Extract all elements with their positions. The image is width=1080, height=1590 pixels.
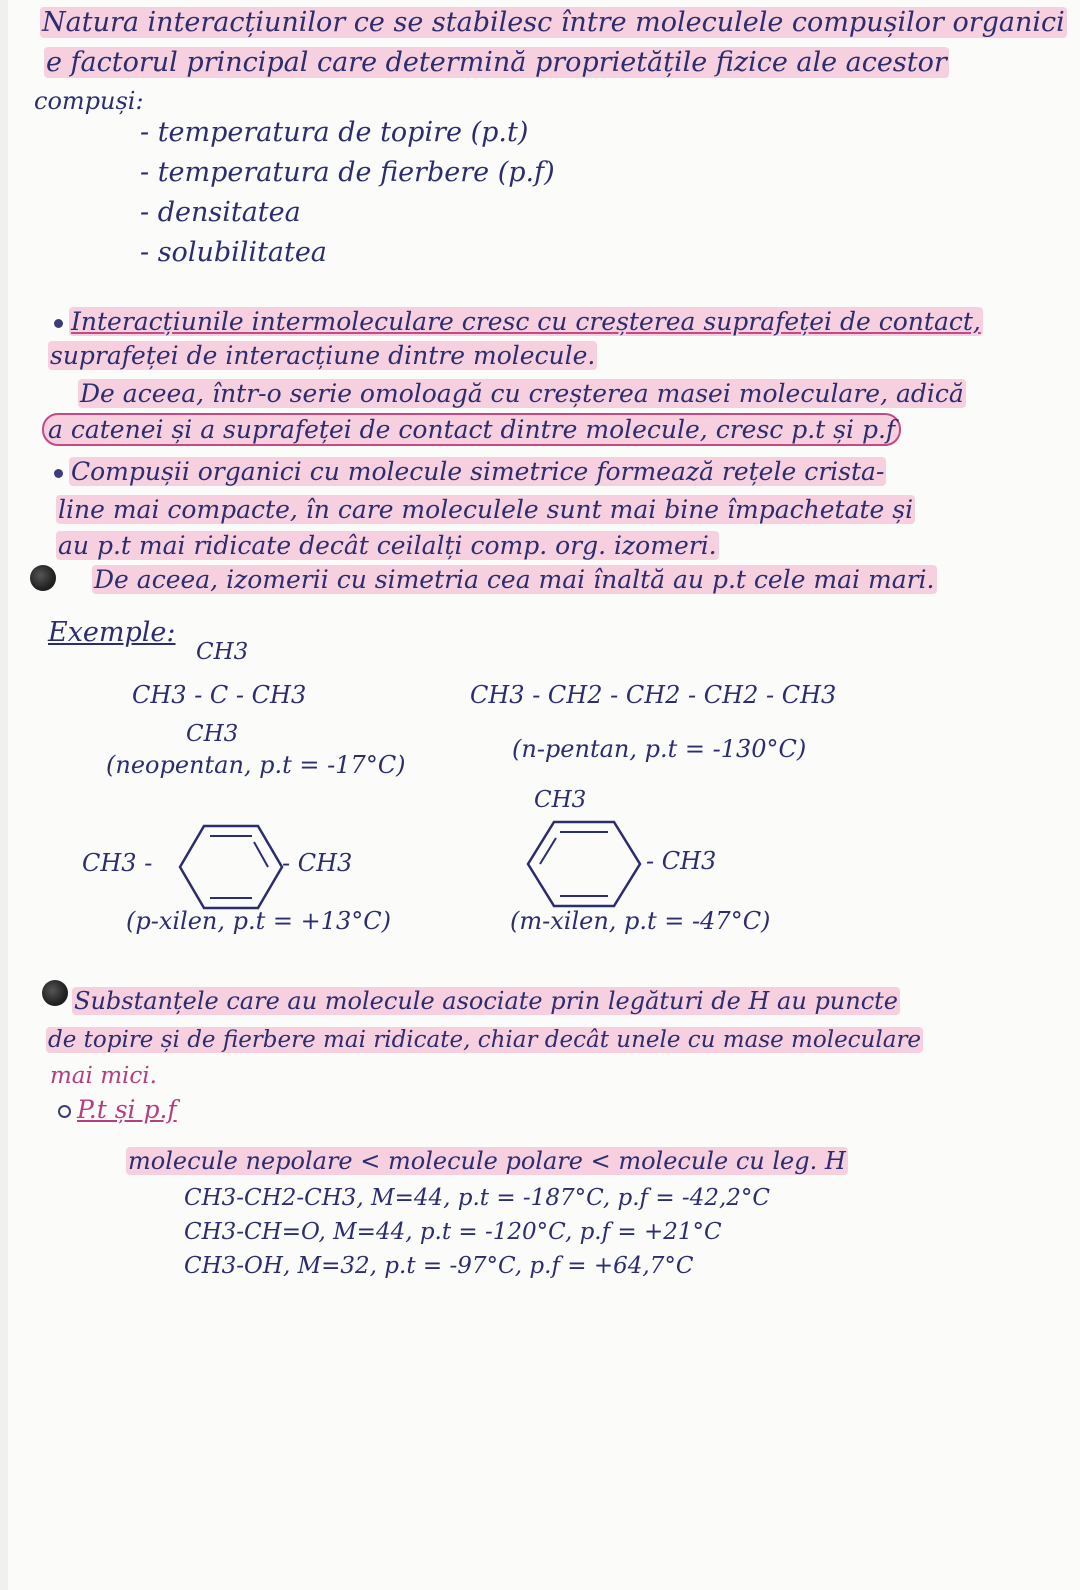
mxylene-right: - CH3 [646,847,717,875]
bullet-icon [54,469,63,478]
comparison-order [126,1146,848,1176]
mxylene-top: CH3 [534,787,587,813]
bullet-icon [54,319,63,328]
para2-line-4-text: De aceea, izomerii cu simetria cea mai înaltă au p.t cele mai mari. [94,565,935,594]
para1-line-3 [78,378,966,409]
property-boiling-point: - temperatura de fierbere (p.f) [140,157,555,188]
comparison-heading [58,1094,177,1125]
para2-line-3 [56,530,719,561]
npentane-caption: (n-pentan, p.t = -130°C) [512,735,807,763]
benzene-ring-icon [176,822,286,912]
para2-line-2 [56,494,915,525]
para3-line-1-text: Substanțele care au molecule asociate prin legături de H au puncte [74,987,899,1015]
comparison-row-acetaldehyde: CH3-CH=O, M=44, p.t = -120°C, p.f = +21°C [184,1219,722,1245]
comparison-row-propane: CH3-CH2-CH3, M=44, p.t = -187°C, p.f = -42,2°C [184,1185,771,1211]
neopentane-top: CH3 [196,639,249,665]
hole-punch-2 [42,980,68,1006]
neopentane-caption: (neopentan, p.t = -17°C) [106,751,406,779]
pxylene-right: - CH3 [282,849,353,877]
npentane-formula: CH3 - CH2 - CH2 - CH2 - CH3 [470,681,837,709]
intro-line-3: compuși: [34,87,144,115]
intro-line-2-text: e factorul principal care determină proprietățile fizice ale acestor [46,47,947,78]
intro-line-2 [44,46,949,80]
property-solubility: - solubilitatea [140,237,327,268]
para1-line-2-text: suprafeței de interacțiune dintre molecule. [50,341,596,370]
benzene-ring-icon [524,818,644,910]
para1-line-1 [54,306,983,337]
para3-line-1 [72,986,900,1016]
para1-line-4-text: a catenei și a suprafeței de contact dintre molecule, cresc p.t și p.f [42,413,901,446]
para1-line-1-text: Interacțiunile intermoleculare cresc cu creșterea suprafeței de contact, [71,307,981,336]
hole-punch-1 [30,565,56,591]
mxylene-caption: (m-xilen, p.t = -47°C) [510,907,771,935]
para2-line-2-text: line mai compacte, în care moleculele sunt mai bine împachetate și [58,495,914,524]
para3-line-3: mai mici. [50,1063,157,1089]
para2-line-3-text: au p.t mai ridicate decât ceilalți comp. org. izomeri. [58,531,717,560]
para3-line-2 [46,1026,923,1055]
para2-line-4 [92,564,937,595]
comparison-heading-text: P.t și p.f [77,1095,177,1124]
comparison-row-methanol: CH3-OH, M=32, p.t = -97°C, p.f = +64,7°C [184,1253,694,1279]
comparison-order-text: molecule nepolare < molecule polare < molecule cu leg. H [128,1147,846,1175]
neopentane-bottom: CH3 [186,721,239,747]
intro-line-1-text: Natura interacțiunilor ce se stabilesc între moleculele compușilor organici [42,7,1065,38]
para3-line-2-text: de topire și de fierbere mai ridicate, chiar decât unele cu mase moleculare [48,1027,922,1053]
para1-line-2 [48,340,597,371]
pxylene-caption: (p-xilen, p.t = +13°C) [126,907,392,935]
neopentane-middle: CH3 - C - CH3 [132,681,307,709]
para1-line-4 [42,414,901,445]
para2-line-1 [54,456,886,487]
para2-line-1-text: Compușii organici cu molecule simetrice formează rețele crista- [71,457,885,486]
pxylene-left: CH3 - [82,849,153,877]
examples-title: Exemple: [48,617,176,648]
bullet-icon [58,1105,71,1118]
para1-line-3-text: De aceea, într-o serie omoloagă cu creșterea masei moleculare, adică [80,379,964,408]
property-density: - densitatea [140,197,301,228]
intro-line-1 [40,6,1067,40]
property-melting-point: - temperatura de topire (p.t) [140,117,529,148]
